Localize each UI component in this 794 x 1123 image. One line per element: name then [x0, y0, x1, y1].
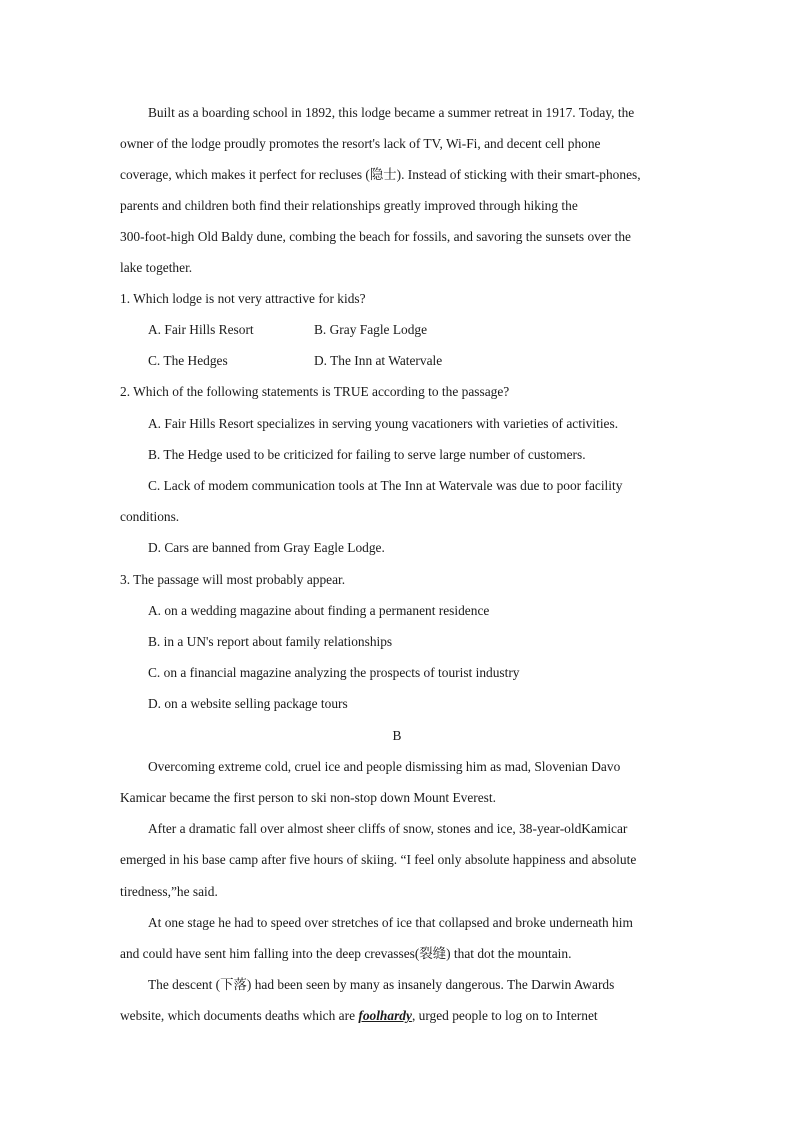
emphasized-word: foolhardy	[358, 1008, 412, 1023]
question-1-option-c: C. The Hedges	[148, 353, 228, 368]
passage-a-line: coverage, which makes it perfect for recluses (隐士). Instead of sticking with their smart-phones,	[120, 167, 641, 182]
passage-b-line: The descent (下落) had been seen by many as insanely dangerous. The Darwin Awards	[148, 977, 615, 992]
question-3-stem: 3. The passage will most probably appear.	[120, 572, 346, 587]
question-2-option-c: C. Lack of modem communication tools at The Inn at Watervale was due to poor facility	[148, 478, 623, 493]
question-3-option-d: D. on a website selling package tours	[148, 696, 348, 711]
question-1-option-a: A. Fair Hills Resort	[148, 322, 254, 337]
question-3-option-a: A. on a wedding magazine about finding a permanent residence	[148, 603, 490, 618]
question-3-option-c: C. on a financial magazine analyzing the prospects of tourist industry	[148, 665, 520, 680]
passage-b-line: and could have sent him falling into the deep crevasses(裂缝) that dot the mountain.	[120, 946, 572, 961]
section-heading: B	[392, 728, 402, 743]
passage-b-line-last	[120, 1007, 598, 1025]
question-2-stem: 2. Which of the following statements is TRUE according to the passage?	[120, 384, 510, 399]
passage-b-text: website, which documents deaths which are	[120, 1008, 359, 1023]
passage-b-line: tiredness,”he said.	[120, 884, 218, 899]
question-1-option-b: B. Gray Fagle Lodge	[314, 322, 428, 337]
question-2-option-d: D. Cars are banned from Gray Eagle Lodge.	[148, 540, 385, 555]
question-1-stem: 1. Which lodge is not very attractive for kids?	[120, 291, 366, 306]
passage-a-line: 300-foot-high Old Baldy dune, combing the beach for fossils, and savoring the sunsets over the	[120, 229, 631, 244]
question-3-option-b: B. in a UN's report about family relationships	[148, 634, 393, 649]
question-2-option-b: B. The Hedge used to be criticized for failing to serve large number of customers.	[148, 447, 586, 462]
passage-a-line: Built as a boarding school in 1892, this lodge became a summer retreat in 1917. Today, the	[148, 105, 635, 120]
question-2-option-c-cont: conditions.	[120, 509, 180, 524]
question-2-option-a: A. Fair Hills Resort specializes in serving young vacationers with varieties of activities.	[148, 416, 619, 431]
passage-b-line: emerged in his base camp after five hours of skiing. “I feel only absolute happiness and absolute	[120, 852, 637, 867]
question-1-option-d: D. The Inn at Watervale	[314, 353, 443, 368]
passage-a-line: parents and children both find their relationships greatly improved through hiking the	[120, 198, 578, 213]
passage-b-line: Kamicar became the first person to ski non-stop down Mount Everest.	[120, 790, 496, 805]
passage-a-line: lake together.	[120, 260, 193, 275]
passage-b-text: , urged people to log on to Internet	[411, 1008, 598, 1023]
passage-b-line: Overcoming extreme cold, cruel ice and people dismissing him as mad, Slovenian Davo	[148, 759, 621, 774]
passage-b-line: At one stage he had to speed over stretches of ice that collapsed and broke underneath him	[148, 915, 633, 930]
passage-b-line: After a dramatic fall over almost sheer cliffs of snow, stones and ice, 38-year-oldKamicar	[148, 821, 628, 836]
passage-a-line: owner of the lodge proudly promotes the resort's lack of TV, Wi-Fi, and decent cell phone	[120, 136, 601, 151]
